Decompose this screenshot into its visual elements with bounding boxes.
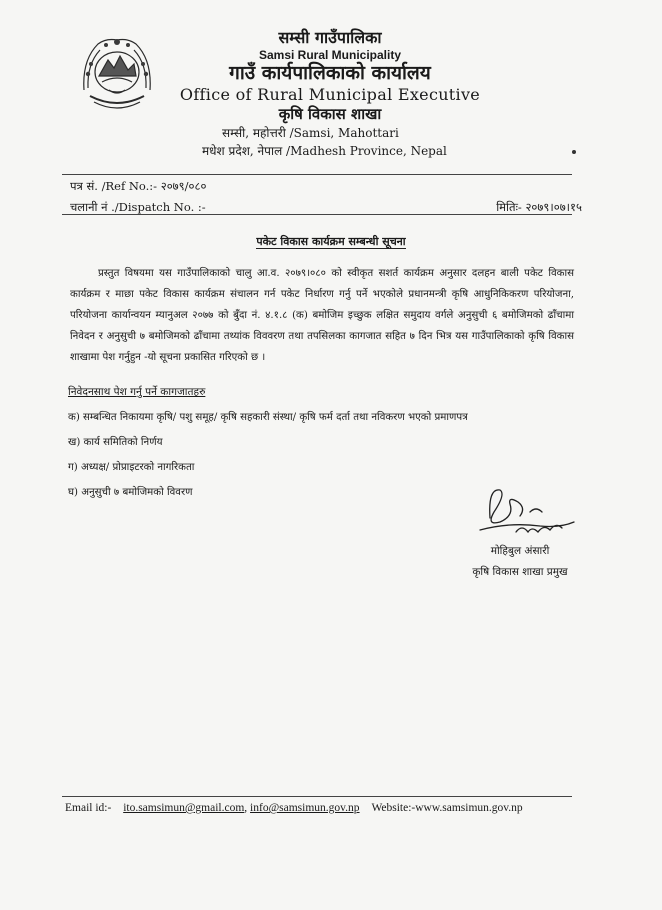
ink-speck bbox=[572, 150, 576, 154]
document-item: घ) अनुसुची ७ बमोजिमको विवरण bbox=[68, 487, 193, 498]
email-label: Email id:- bbox=[65, 802, 112, 814]
signatory-name: मोहिबुल अंसारी bbox=[490, 545, 550, 557]
email-link-info[interactable]: info@samsimun.gov.np bbox=[250, 802, 360, 814]
notice-body: प्रस्तुत विषयमा यस गाउँपालिकाको चालु आ.व. २०७९।०८० को स्वीकृत सशर्त कार्यक्रम अनुसार दलहन बाली पकेट विकास कार्यक्रम र माछा पकेट विकास कार्यक्रम संचालन गर्न पकेट निर्धारण गर्नु पर्ने भएकोले प्रधानमन्त्री कृषि आधुनिकिकरण परियोजना, परियोजना कार्यान्वयन म्यानुअल २०७७ को बुँदा नं. ४.१.८ (क) बमोजिम इच्छुक लक्षित समुदाय वर्गले अनुसुची ६ बमोजिमको ढाँचामा निवेदन र अनुसुची ७ बमोजिमको ढाँचामा तथ्यांक विववरण तथा तपसिलका कागजात सहित ७ दिन भित्र यस गाउँपालिकाको कृषि विकास शाखामा पेश गर्नुहुन -यो सूचना प्रकासित गरिएको छ । bbox=[70, 268, 574, 363]
website-text[interactable]: Website:-www.samsimun.gov.np bbox=[371, 802, 523, 814]
office-name-nepali: गाउँ कार्यपालिकाको कार्यालय bbox=[229, 62, 431, 84]
reference-number: पत्र सं. /Ref No.:- २०७९/०८० bbox=[70, 179, 207, 193]
province-line: मधेश प्रदेश, नेपाल /Madhesh Province, Nepal bbox=[202, 144, 447, 158]
document-item: क) सम्बन्धित निकायमा कृषि/ पशु समूह/ कृषि सहकारी संस्था/ कृषि फर्म दर्ता तथा नविकरण भएको प्रमाणपत्र bbox=[68, 412, 468, 423]
office-name-english: Office of Rural Municipal Executive bbox=[179, 85, 481, 104]
notice-date: मितिः- २०७९।०७।१५ bbox=[496, 200, 582, 214]
document-item: ग) अध्यक्ष/ प्रोप्राइटरको नागरिकता bbox=[68, 462, 195, 473]
dispatch-number: चलानी नं ./Dispatch No. :- bbox=[70, 200, 206, 214]
document-item: ख) कार्य समितिको निर्णय bbox=[68, 437, 163, 448]
address-line: सम्सी, महोत्तरी /Samsi, Mahottari bbox=[222, 126, 399, 140]
documents-heading: निवेदनसाथ पेश गर्नु पर्ने कागजातहरु bbox=[68, 386, 206, 398]
signatory bbox=[440, 541, 600, 583]
nepal-emblem-icon bbox=[76, 30, 158, 116]
footer-divider bbox=[62, 796, 572, 797]
municipality-name-nepali: सम्सी गाउँपालिका bbox=[278, 28, 382, 47]
municipality-name-english: Samsi Rural Municipality bbox=[258, 48, 402, 62]
header-divider bbox=[62, 174, 572, 175]
letterhead bbox=[150, 28, 510, 160]
notice-subject bbox=[0, 234, 662, 249]
reference-divider bbox=[62, 214, 572, 215]
signature-mark bbox=[470, 482, 580, 544]
branch-name: कृषि विकास शाखा bbox=[278, 105, 382, 123]
footer-contact: Email id:- ito.samsimun@gmail.com, info@samsimun.gov.np Website:-www.samsimun.gov.np bbox=[65, 802, 523, 814]
email-link-ito[interactable]: ito.samsimun@gmail.com bbox=[123, 802, 245, 814]
signatory-title: कृषि विकास शाखा प्रमुख bbox=[472, 566, 568, 578]
subject-text: पकेट विकास कार्यक्रम सम्बन्धी सूचना bbox=[256, 235, 406, 248]
